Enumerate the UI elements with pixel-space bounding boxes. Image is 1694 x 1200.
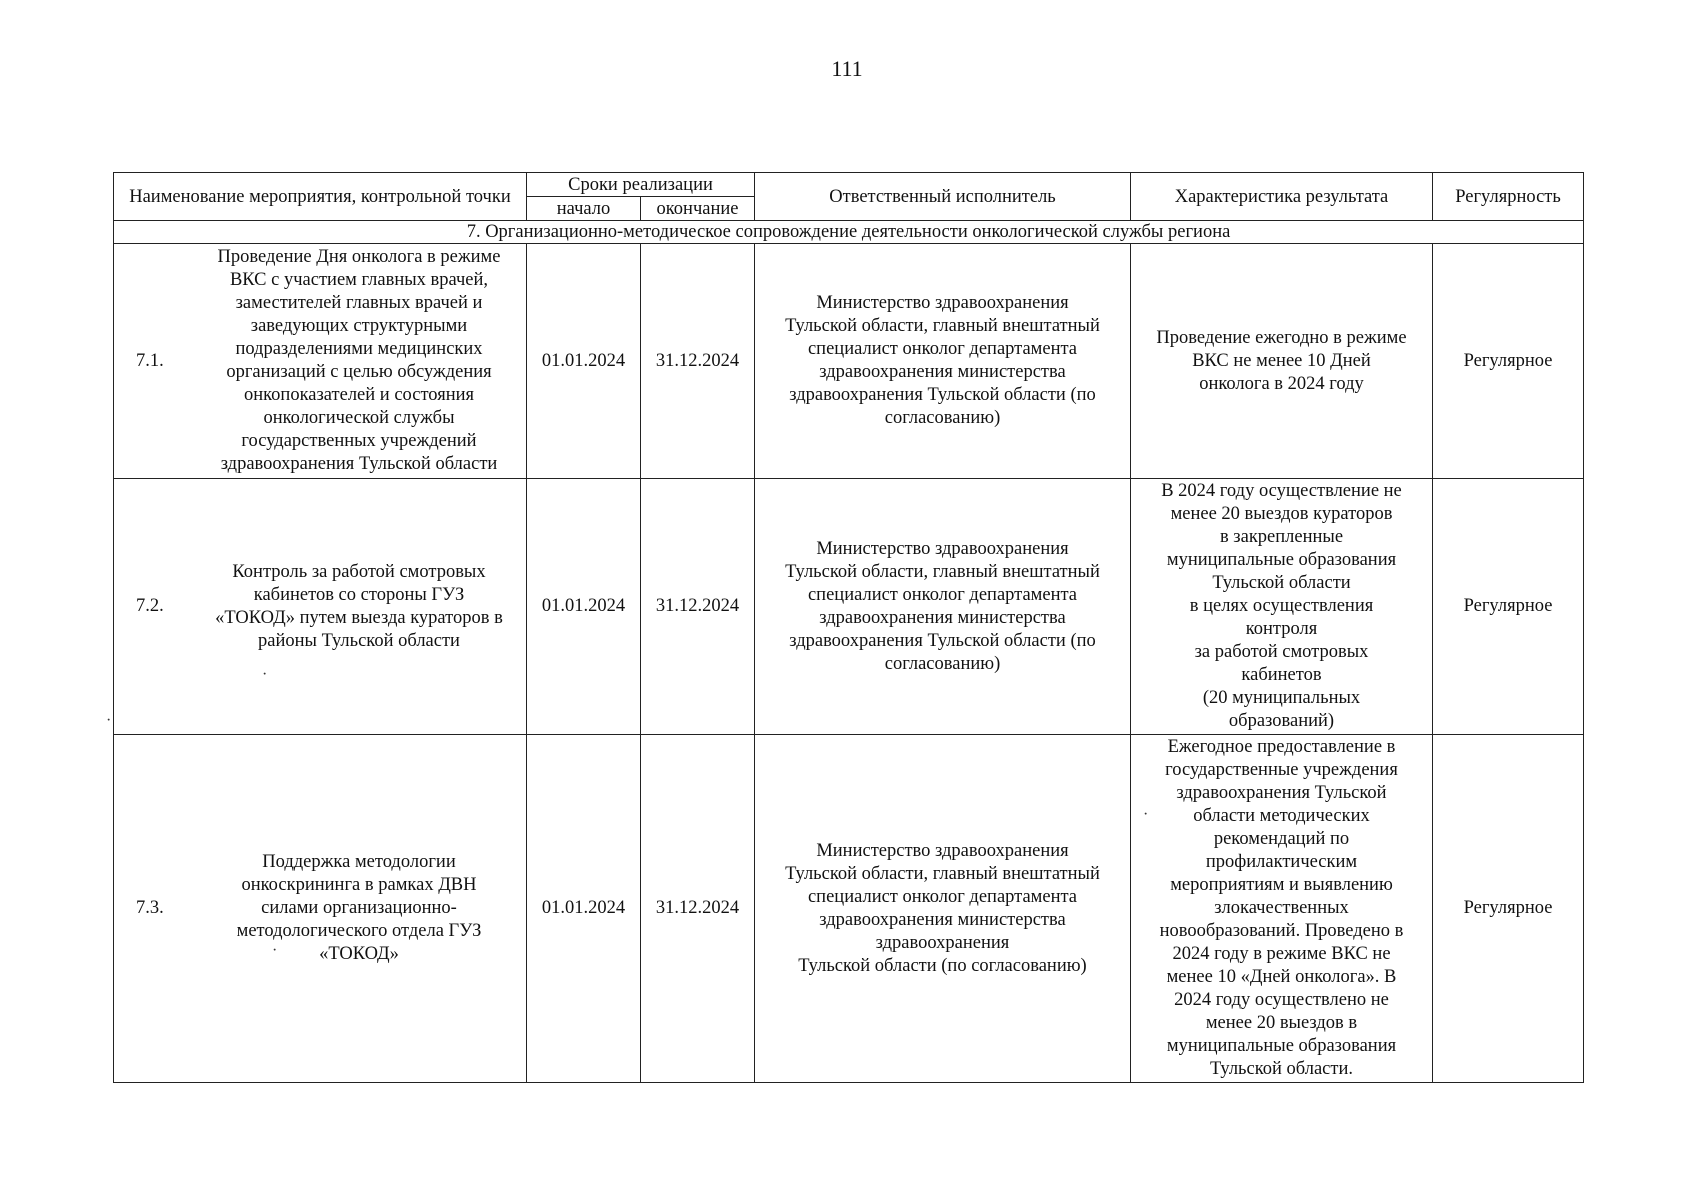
activity-name: Проведение Дня онколога в режиме ВКС с участием главных врачей, заместителей главных врачей и заведующих структурными подразделениями медицинских организаций с целью обсуждения онкопоказателей и состояния онкологической службы государственных учреждений здравоохранения Тульской области <box>217 247 501 474</box>
result: Проведение ежегодно в режиме ВКС не менее 10 Дней онколога в 2024 году <box>1131 244 1433 479</box>
start-date: 01.01.2024 <box>527 479 641 735</box>
activity-name-cell <box>114 479 527 735</box>
row-number: 7.2. <box>136 596 164 616</box>
section-row <box>114 221 1584 244</box>
header-start: начало <box>527 197 641 221</box>
result: В 2024 году осуществление не менее 20 выездов кураторов в закрепленные муниципальные образования Тульской области в целях осуществления контроля за работой смотровых кабинетов (20 муниципальных образований) <box>1131 479 1433 735</box>
scan-dot-mark: · <box>106 712 112 729</box>
scan-dot-mark: · <box>272 942 278 959</box>
activity-name: Контроль за работой смотровых кабинетов со стороны ГУЗ «ТОКОД» путем выезда кураторов в районы Тульской области <box>215 561 503 651</box>
page-number: 111 <box>831 56 863 81</box>
executor: Министерство здравоохранения Тульской области, главный внештатный специалист онколог департамента здравоохранения министерства здравоохранения Тульской области (по согласованию) <box>755 244 1131 479</box>
regularity: Регулярное <box>1433 735 1584 1083</box>
header-end: окончание <box>641 197 755 221</box>
header-executor: Ответственный исполнитель <box>755 173 1131 221</box>
header-period: Сроки реализации <box>527 173 755 197</box>
activity-name-cell <box>114 735 527 1083</box>
activity-plan-table <box>113 172 1584 1083</box>
executor: Министерство здравоохранения Тульской области, главный внештатный специалист онколог департамента здравоохранения министерства здравоохранения Тульской области (по согласованию) <box>755 735 1131 1083</box>
header-result: Характеристика результата <box>1131 173 1433 221</box>
header-name: Наименование мероприятия, контрольной точки <box>114 173 527 221</box>
table-row <box>114 244 1584 479</box>
end-date: 31.12.2024 <box>641 244 755 479</box>
regularity: Регулярное <box>1433 244 1584 479</box>
end-date: 31.12.2024 <box>641 735 755 1083</box>
start-date: 01.01.2024 <box>527 735 641 1083</box>
executor: Министерство здравоохранения Тульской области, главный внештатный специалист онколог департамента здравоохранения министерства здравоохранения Тульской области (по согласованию) <box>755 479 1131 735</box>
activity-name: Поддержка методологии онкоскрининга в рамках ДВН силами организационно- методологического отдела ГУЗ «ТОКОД» <box>236 852 482 964</box>
result: Ежегодное предоставление в государственные учреждения здравоохранения Тульской области методических рекомендаций по профилактическим мероприятиям и выявлению злокачественных новообразований. Проведено в 2024 году в режиме ВКС не менее 10 «Дней онколога». В 2024 году осуществлено не менее 20 выездов в муниципальные образования Тульской области. <box>1131 735 1433 1083</box>
header-regularity: Регулярность <box>1433 173 1584 221</box>
start-date: 01.01.2024 <box>527 244 641 479</box>
section-title: 7. Организационно-методическое сопровождение деятельности онкологической службы региона <box>114 221 1584 244</box>
table-row <box>114 735 1584 1083</box>
scan-dot-mark: · <box>262 666 268 683</box>
row-number: 7.3. <box>136 898 164 918</box>
table-row <box>114 479 1584 735</box>
table-header-row <box>114 173 1584 197</box>
row-number: 7.1. <box>136 350 164 371</box>
regularity: Регулярное <box>1433 479 1584 735</box>
scan-dot-mark: · <box>1143 806 1149 823</box>
end-date: 31.12.2024 <box>641 479 755 735</box>
activity-name-cell <box>114 244 527 479</box>
